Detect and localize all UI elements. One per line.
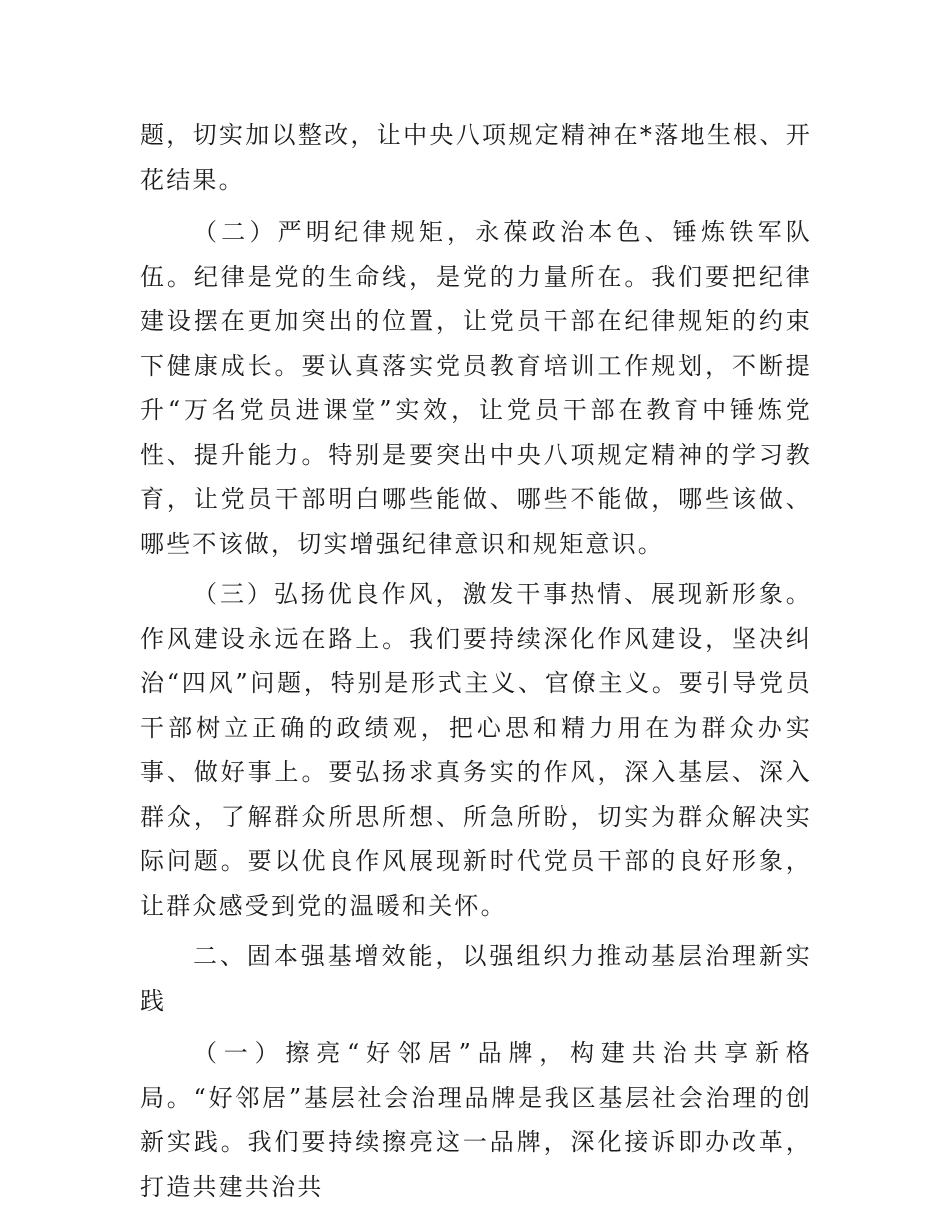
paragraph-discipline: （二）严明纪律规矩，永葆政治本色、锤炼铁军队伍。纪律是党的生命线，是党的力量所在。我们要把纪律建设摆在更加突出的位置，让党员干部在纪律规矩的约束下健康成长。要认真落实党员教育培训工作规划，不断提升“万名党员进课堂”实效，让党员干部在教育中锤炼党性、提升能力。特别是要突出中央八项规定精神的学习教育，让党员干部明白哪些能做、哪些不能做，哪些该做、哪些不该做，切实增强纪律意识和规矩意识。	[140, 218, 812, 558]
paragraph-good-neighbor: （一）擦亮“好邻居”品牌，构建共治共享新格局。“好邻居”基层社会治理品牌是我区基层社会治理的创新实践。我们要持续擦亮这一品牌，深化接诉即办改革，打造共建共治共	[140, 1039, 812, 1201]
section-heading: 二、固本强基增效能，以强组织力推动基层治理新实践	[140, 942, 812, 1015]
paragraph-work-style: （三）弘扬优良作风，激发干事热情、展现新形象。作风建设永远在路上。我们要持续深化作风建设，坚决纠治“四风”问题，特别是形式主义、官僚主义。要引导党员干部树立正确的政绩观，把心思和精力用在为群众办实事、做好事上。要弘扬求真务实的作风，深入基层、深入群众，了解群众所思所想、所急所盼，切实为群众解决实际问题。要以优良作风展现新时代党员干部的良好形象，让群众感受到党的温暖和关怀。	[140, 580, 812, 920]
paragraph-continuation: 题，切实加以整改，让中央八项规定精神在*落地生根、开花结果。	[140, 121, 812, 194]
document-body	[140, 113, 812, 1215]
